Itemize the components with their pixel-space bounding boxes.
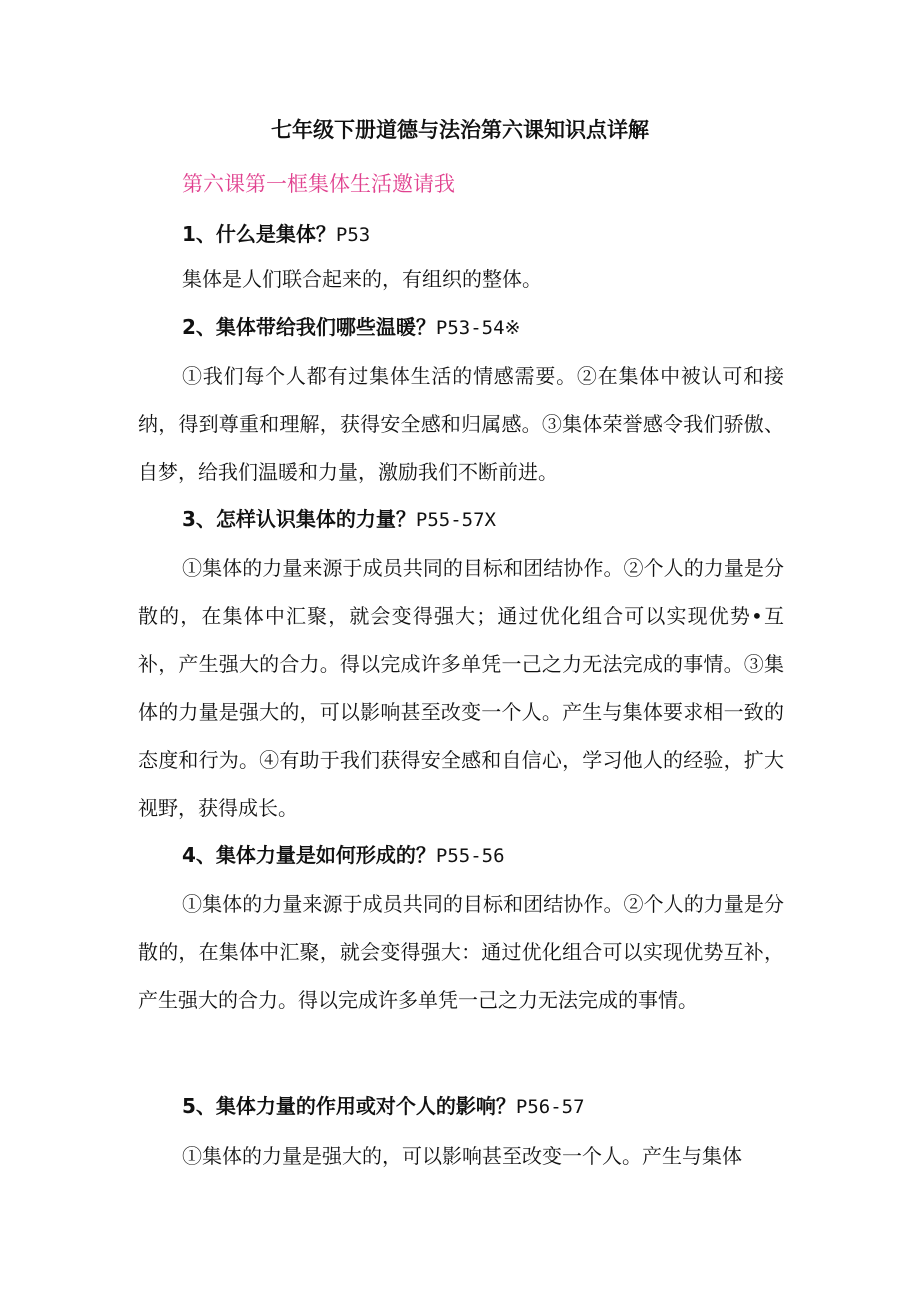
question-label: 5、集体力量的作用或对个人的影响？ xyxy=(182,1094,516,1118)
answer-2: ①我们每个人都有过集体生活的情感需要。②在集体中被认可和接纳，得到尊重和理解，获得安全感和归属感。③集体荣誉感令我们骄傲、自梦，给我们温暖和力量，激励我们不断前进。 xyxy=(138,364,784,484)
section-heading: 第六课第一框集体生活邀请我 xyxy=(182,172,455,196)
question-label: 3、怎样认识集体的力量？ xyxy=(182,507,416,531)
question-label: 1、什么是集体？ xyxy=(182,222,336,246)
answer-4: ①集体的力量来源于成员共同的目标和团结协作。②个人的力量是分散的，在集体中汇聚，就会变得强大：通过优化组合可以实现优势互补，产生强大的合力。得以完成许多单凭一己之力无法完成的事情。 xyxy=(138,892,784,1012)
answer-1: 集体是人们联合起来的，有组织的整体。 xyxy=(182,267,542,291)
page-reference: P55-57X xyxy=(415,509,496,531)
question-2 xyxy=(182,311,520,344)
question-label: 2、集体带给我们哪些温暖？ xyxy=(182,315,436,339)
answer-5: ①集体的力量是强大的，可以影响甚至改变一个人。产生与集体 xyxy=(182,1144,742,1168)
question-label: 4、集体力量是如何形成的？ xyxy=(182,843,436,867)
document-title: 七年级下册道德与法治第六课知识点详解 xyxy=(271,118,649,142)
page-reference: P55-56 xyxy=(435,845,505,867)
question-4 xyxy=(182,839,505,872)
question-3 xyxy=(182,503,496,536)
page-reference: P56-57 xyxy=(515,1096,585,1118)
question-1 xyxy=(182,218,370,251)
answer-3: ①集体的力量来源于成员共同的目标和团结协作。②个人的力量是分散的，在集体中汇聚，就会变得强大；通过优化组合可以实现优势•互补，产生强大的合力。得以完成许多单凭一己之力无法完成的事情。③集体的力量是强大的，可以影响甚至改变一个人。产生与集体要求相一致的态度和行为。④有助于我们获得安全感和自信心，学习他人的经验，扩大视野，获得成长。 xyxy=(138,556,784,820)
page-reference: P53-54※ xyxy=(435,317,521,339)
question-5 xyxy=(182,1090,585,1123)
page-reference: P53 xyxy=(335,224,371,246)
